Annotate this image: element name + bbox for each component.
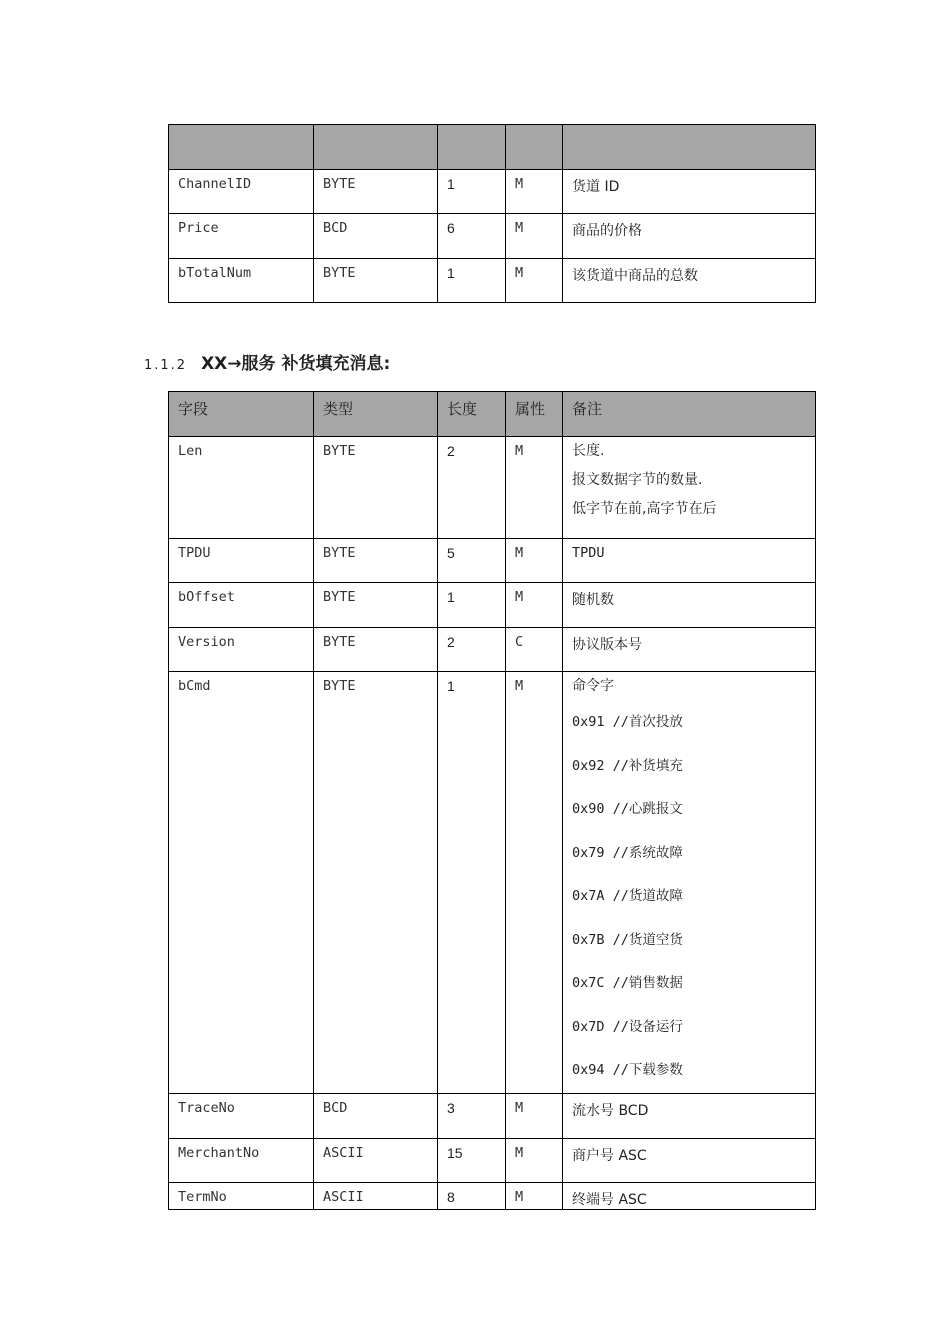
type-cell: BYTE: [314, 672, 438, 1094]
header-length: 长度: [438, 392, 506, 437]
type-cell: BCD: [314, 214, 438, 259]
type-cell: ASCII: [314, 1139, 438, 1183]
length-cell: 2: [438, 628, 506, 672]
section-title: XX→服务 补货填充消息:: [201, 354, 391, 374]
table-row: [169, 1139, 816, 1183]
table-row: [169, 672, 816, 1094]
note-line: 随机数: [572, 592, 614, 608]
attribute-cell: M: [506, 259, 563, 303]
command-item: 0x7D //设备运行: [572, 1018, 683, 1035]
header-cell: [169, 125, 314, 170]
note-line: 终端号 ASC: [572, 1192, 647, 1208]
header-field: 字段: [169, 392, 314, 437]
note-line: 该货道中商品的总数: [572, 268, 698, 284]
note-line: 商品的价格: [572, 223, 642, 239]
command-item: 0x7C //销售数据: [572, 975, 683, 991]
field-cell: MerchantNo: [169, 1139, 314, 1183]
type-cell: BYTE: [314, 259, 438, 303]
command-item: 0x91 //首次投放: [572, 714, 683, 730]
note-cell: [563, 1139, 816, 1183]
note-cell: [563, 1183, 816, 1210]
type-cell: BCD: [314, 1094, 438, 1139]
field-cell: TPDU: [169, 539, 314, 583]
table-row: [169, 539, 816, 583]
note-line: TPDU: [572, 545, 605, 561]
field-cell: Len: [169, 437, 314, 539]
note-line: 长度.: [572, 443, 605, 459]
note-line: 低字节在前,高字节在后: [572, 501, 717, 517]
field-cell: bOffset: [169, 583, 314, 628]
command-item: 0x7A //货道故障: [572, 888, 683, 904]
length-cell: 1: [438, 583, 506, 628]
header-type: 类型: [314, 392, 438, 437]
table-row: [169, 214, 816, 259]
attribute-cell: C: [506, 628, 563, 672]
length-cell: 1: [438, 672, 506, 1094]
table-row: [169, 628, 816, 672]
field-cell: bCmd: [169, 672, 314, 1094]
command-item: 0x7B //货道空货: [572, 931, 683, 948]
type-cell: BYTE: [314, 170, 438, 214]
table-row: [169, 437, 816, 539]
table-row: [169, 1094, 816, 1139]
field-cell: ChannelID: [169, 170, 314, 214]
command-item: 0x79 //系统故障: [572, 844, 683, 861]
length-cell: 8: [438, 1183, 506, 1210]
field-cell: Version: [169, 628, 314, 672]
command-list: [572, 701, 806, 1093]
note-cell: [563, 628, 816, 672]
table-header-row: [169, 392, 816, 437]
header-cell: [438, 125, 506, 170]
command-item: 0x90 //心跳报文: [572, 801, 683, 817]
length-cell: 5: [438, 539, 506, 583]
field-cell: TraceNo: [169, 1094, 314, 1139]
type-cell: BYTE: [314, 583, 438, 628]
attribute-cell: M: [506, 1139, 563, 1183]
type-cell: ASCII: [314, 1183, 438, 1210]
table-row: [169, 583, 816, 628]
attribute-cell: M: [506, 583, 563, 628]
note-cell: [563, 170, 816, 214]
attribute-cell: M: [506, 1094, 563, 1139]
note-cell: [563, 583, 816, 628]
note-line: 命令字: [572, 678, 614, 694]
note-cell: [563, 1094, 816, 1139]
header-cell: [563, 125, 816, 170]
note-line: 流水号 BCD: [572, 1103, 649, 1119]
note-cell: [563, 672, 816, 1094]
length-cell: 1: [438, 259, 506, 303]
attribute-cell: M: [506, 539, 563, 583]
section-number: 1.1.2: [144, 358, 188, 373]
header-cell: [506, 125, 563, 170]
note-line: 商户号 ASC: [572, 1148, 647, 1164]
attribute-cell: M: [506, 170, 563, 214]
header-attribute: 属性: [506, 392, 563, 437]
spec-table-refill-message: [168, 391, 816, 1210]
field-cell: Price: [169, 214, 314, 259]
note-cell: [563, 437, 816, 539]
note-cell: [563, 539, 816, 583]
table-row: [169, 170, 816, 214]
length-cell: 3: [438, 1094, 506, 1139]
type-cell: BYTE: [314, 539, 438, 583]
length-cell: 6: [438, 214, 506, 259]
table-row: [169, 259, 816, 303]
field-cell: TermNo: [169, 1183, 314, 1210]
table-header-row: [169, 125, 816, 170]
command-item: 0x92 //补货填充: [572, 757, 683, 774]
note-cell: [563, 214, 816, 259]
attribute-cell: M: [506, 437, 563, 539]
spec-table-channel: [168, 124, 816, 303]
attribute-cell: M: [506, 214, 563, 259]
note-cell: [563, 259, 816, 303]
type-cell: BYTE: [314, 437, 438, 539]
field-cell: bTotalNum: [169, 259, 314, 303]
header-cell: [314, 125, 438, 170]
length-cell: 1: [438, 170, 506, 214]
note-line: 货道 ID: [572, 179, 620, 195]
attribute-cell: M: [506, 672, 563, 1094]
command-item: 0x94 //下载参数: [572, 1062, 683, 1078]
note-line: 报文数据字节的数量.: [572, 472, 703, 488]
length-cell: 15: [438, 1139, 506, 1183]
section-heading: [144, 349, 390, 374]
table-row: [169, 1183, 816, 1210]
note-line: 协议版本号: [572, 637, 642, 653]
attribute-cell: M: [506, 1183, 563, 1210]
length-cell: 2: [438, 437, 506, 539]
header-note: 备注: [563, 392, 816, 437]
type-cell: BYTE: [314, 628, 438, 672]
